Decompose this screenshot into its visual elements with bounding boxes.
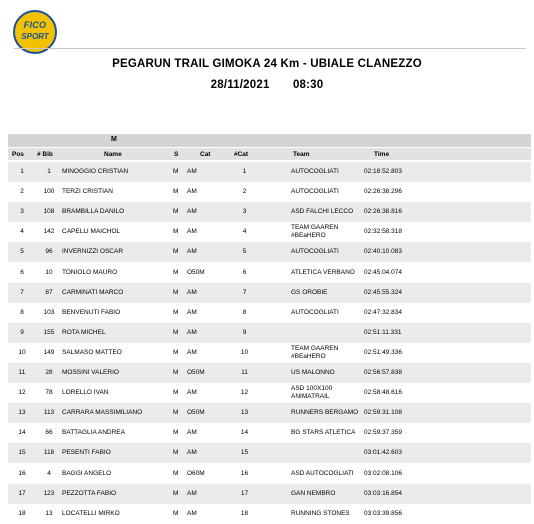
- cell-sex: M: [173, 429, 179, 437]
- category-bar: [8, 134, 531, 147]
- cell-bib: 123: [43, 489, 55, 497]
- team-name-line: AUTOCOGLIATI: [291, 188, 339, 196]
- cell-pos: 3: [20, 208, 24, 216]
- cell-category-pos: 9: [242, 328, 247, 336]
- cell-category-pos: 11: [241, 369, 248, 376]
- cell-team: [291, 490, 335, 498]
- cell-time: 02:51:49.336: [364, 348, 402, 356]
- cell-time: 02:18:52.803: [364, 168, 402, 175]
- cell-time: 02:26:38.296: [364, 188, 402, 196]
- table-row: [8, 263, 531, 283]
- table-row: [8, 162, 531, 182]
- cell-category: AM: [187, 208, 197, 216]
- cell-name: MINOGGIO CRISTIAN: [62, 168, 129, 175]
- cell-pos: 11: [18, 369, 26, 376]
- col-header-team: Team: [293, 151, 310, 158]
- cell-time: 02:26:38.816: [364, 208, 402, 216]
- cell-team: [291, 409, 358, 417]
- cell-time: 02:45:55.324: [364, 288, 402, 296]
- cell-name: LOCATELLI MIRKO: [62, 509, 120, 517]
- cell-category-pos: 3: [242, 208, 247, 216]
- cell-team: [291, 510, 350, 518]
- cell-category: AM: [187, 509, 197, 517]
- cell-name: MOSSINI VALERIO: [62, 369, 119, 376]
- table-row: [8, 182, 531, 202]
- cell-sex: M: [173, 208, 179, 216]
- col-header-pos: Pos: [12, 151, 24, 158]
- cell-sex: M: [173, 449, 179, 457]
- cell-bib: 1: [47, 168, 51, 175]
- cell-name: LORELLO IVAN: [62, 389, 109, 397]
- cell-category-pos: 2: [242, 188, 247, 196]
- cell-category-pos: 10: [240, 348, 249, 356]
- cell-category-pos: 17: [240, 489, 249, 497]
- col-header-time: Time: [374, 151, 390, 158]
- category-label: M: [111, 136, 117, 143]
- race-start-time: 08:30: [292, 79, 324, 91]
- cell-bib: 113: [43, 409, 55, 417]
- cell-category: O50M: [187, 409, 205, 417]
- col-header-bib: # Bib: [37, 151, 53, 158]
- cell-category: AM: [187, 308, 197, 316]
- cell-category-pos: 18: [240, 509, 249, 517]
- team-name-line: TEAM GAAREN: [291, 224, 339, 232]
- team-name-line: GAN NEMBRO: [291, 489, 336, 497]
- cell-team: [291, 289, 327, 297]
- cell-team: [291, 224, 338, 240]
- cell-team: [291, 208, 353, 216]
- race-title: PEGARUN TRAIL GIMOKA 24 Km - UBIALE CLANEZZO: [112, 58, 422, 70]
- cell-name: CARMINATI MARCO: [62, 288, 124, 296]
- cell-pos: 2: [20, 188, 24, 196]
- cell-category: O50M: [187, 369, 205, 376]
- cell-sex: M: [173, 268, 179, 276]
- cell-bib: 149: [43, 348, 55, 356]
- cell-category: AM: [187, 228, 197, 236]
- cell-sex: M: [173, 288, 179, 296]
- cell-time: 02:56:57.838: [364, 369, 402, 376]
- cell-name: PEZZOTTA FABIO: [62, 489, 117, 497]
- cell-category-pos: 15: [240, 449, 249, 457]
- cell-pos: 18: [18, 509, 26, 517]
- cell-pos: 14: [18, 429, 26, 437]
- cell-time: 02:47:32.834: [364, 308, 402, 316]
- cell-pos: 17: [18, 489, 26, 497]
- cell-category: AM: [187, 188, 197, 196]
- cell-team: [291, 248, 339, 256]
- table-row: [8, 242, 531, 262]
- cell-category-pos: 7: [242, 288, 247, 296]
- cell-category-pos: 14: [240, 429, 249, 437]
- table-row: [8, 363, 531, 383]
- cell-bib: 78: [45, 389, 53, 397]
- cell-sex: M: [173, 389, 179, 397]
- cell-time: 03:03:16.854: [364, 489, 402, 497]
- table-row: [8, 423, 531, 443]
- cell-sex: M: [173, 369, 179, 376]
- team-name-line: RUNNERS BERGAMO: [291, 409, 359, 417]
- team-name-line: AUTOCOGLIATI: [291, 248, 339, 256]
- cell-name: CARRARA MASSIMILIANO: [62, 409, 143, 417]
- cell-name: PESENTI FABIO: [62, 449, 111, 457]
- col-header-sex: S: [174, 151, 179, 158]
- cell-category: AM: [187, 248, 197, 256]
- team-name-line: ATLETICA VERBANO: [291, 268, 355, 276]
- cell-pos: 5: [20, 248, 24, 256]
- cell-bib: 10: [45, 268, 53, 276]
- table-row: [8, 383, 531, 403]
- cell-category-pos: 6: [242, 268, 247, 276]
- cell-category: O60M: [187, 469, 205, 477]
- cell-bib: 142: [43, 228, 55, 236]
- team-name-line: RUNNING STONES: [291, 509, 350, 517]
- cell-category-pos: 16: [240, 469, 249, 477]
- cell-bib: 4: [47, 469, 51, 477]
- team-name-line: #BEaHERO: [291, 352, 326, 360]
- cell-pos: 7: [20, 288, 24, 296]
- cell-name: INVERNIZZI OSCAR: [62, 248, 124, 256]
- team-name-line: AUTOCOGLIATI: [291, 308, 339, 316]
- cell-time: 02:40:10.083: [364, 248, 402, 256]
- cell-sex: M: [173, 308, 179, 316]
- cell-sex: M: [173, 489, 179, 497]
- cell-category: AM: [187, 449, 197, 457]
- cell-time: 02:59:37.359: [364, 429, 402, 437]
- cell-category: AM: [187, 328, 197, 336]
- table-row: [8, 222, 531, 242]
- cell-category: O50M: [187, 268, 205, 276]
- table-row: [8, 504, 531, 524]
- cell-pos: 4: [20, 228, 24, 236]
- cell-category-pos: 12: [240, 389, 249, 397]
- cell-bib: 66: [45, 429, 53, 437]
- table-row: [8, 303, 531, 323]
- cell-pos: 12: [18, 389, 26, 397]
- cell-bib: 28: [45, 369, 53, 376]
- team-name-line: ASD 100X100: [291, 385, 333, 393]
- cell-bib: 13: [45, 509, 53, 517]
- cell-sex: M: [173, 348, 179, 356]
- team-name-line: #BEaHERO: [291, 232, 326, 240]
- team-name-line: GS OROBIE: [291, 288, 328, 296]
- col-header-name: Name: [104, 151, 122, 158]
- cell-category-pos: 4: [242, 228, 247, 236]
- cell-pos: 8: [20, 308, 24, 316]
- cell-category-pos: 13: [240, 409, 249, 417]
- cell-time: 03:03:39.856: [364, 509, 402, 517]
- table-row: [8, 323, 531, 343]
- table-row: [8, 443, 531, 463]
- cell-pos: 10: [18, 348, 26, 356]
- table-row: [8, 202, 531, 222]
- cell-category: AM: [187, 389, 197, 397]
- cell-name: TONIOLO MAURO: [62, 268, 118, 276]
- cell-category-pos: 5: [242, 248, 247, 256]
- cell-bib: 87: [45, 288, 53, 296]
- cell-name: TERZI CRISTIAN: [62, 188, 113, 196]
- cell-time: 02:59:31.108: [364, 409, 402, 417]
- cell-team: [291, 188, 339, 196]
- cell-pos: 16: [18, 469, 26, 477]
- team-name-line: AUTOCOGLIATI: [291, 168, 339, 175]
- team-name-line: ASD FALCHI LECCO: [291, 208, 354, 216]
- team-name-line: ANIMATRAIL: [291, 393, 330, 401]
- cell-bib: 96: [45, 248, 53, 256]
- cell-name: BRAMBILLA DANILO: [62, 208, 125, 216]
- cell-sex: M: [173, 228, 179, 236]
- cell-bib: 155: [43, 328, 55, 336]
- table-row: [8, 343, 531, 363]
- cell-time: 02:32:58.318: [364, 228, 402, 236]
- cell-team: [291, 385, 332, 401]
- cell-team: [291, 369, 335, 377]
- cell-category-pos: 1: [242, 168, 247, 175]
- cell-category-pos: 8: [242, 308, 247, 316]
- cell-sex: M: [173, 248, 179, 256]
- cell-sex: M: [173, 409, 179, 417]
- table-row: [8, 464, 531, 484]
- col-header-catpos: #Cat: [234, 151, 249, 158]
- table-row: [8, 283, 531, 303]
- cell-sex: M: [173, 168, 179, 175]
- cell-pos: 15: [18, 449, 26, 457]
- cell-name: BAGGI ANGELO: [62, 469, 112, 477]
- cell-time: 02:58:48.616: [364, 389, 402, 397]
- cell-category: AM: [187, 429, 197, 437]
- cell-sex: M: [173, 469, 179, 477]
- cell-time: 03:02:08.106: [364, 469, 402, 477]
- cell-sex: M: [173, 328, 179, 336]
- cell-pos: 13: [18, 409, 26, 417]
- team-name-line: BG STARS ATLETICA: [291, 429, 356, 437]
- cell-name: ROTA MICHEL: [62, 328, 106, 336]
- cell-team: [291, 470, 354, 478]
- cell-bib: 108: [43, 208, 55, 216]
- cell-name: CAPELLI MAICHOL: [62, 228, 121, 236]
- cell-name: BENVENUTI FABIO: [62, 308, 121, 316]
- race-date: 28/11/2021: [210, 79, 270, 91]
- logo-text-top: FICO: [23, 20, 47, 30]
- cell-time: 02:51:11.331: [364, 328, 402, 336]
- col-header-cat: Cat: [200, 151, 211, 158]
- cell-time: 03:01:42.603: [364, 449, 402, 457]
- cell-name: BATTAGLIA ANDREA: [62, 429, 125, 437]
- top-divider: [14, 48, 526, 49]
- team-name-line: TEAM GAAREN: [291, 344, 339, 352]
- cell-bib: 103: [43, 308, 55, 316]
- cell-pos: 1: [20, 168, 24, 175]
- table-header: [8, 148, 531, 160]
- cell-category: AM: [187, 489, 197, 497]
- logo-text-bottom: SPORT: [21, 32, 49, 41]
- cell-time: 02:45:04.074: [364, 268, 402, 276]
- team-name-line: ASD AUTOCOGLIATI: [291, 469, 354, 477]
- cell-category: AM: [187, 348, 197, 356]
- cell-team: [291, 345, 338, 361]
- team-name-line: US MALONNO: [291, 369, 335, 376]
- cell-pos: 6: [20, 268, 24, 276]
- cell-name: SALMASO MATTEO: [62, 348, 122, 356]
- table-row: [8, 484, 531, 504]
- race-datetime: [0, 79, 534, 91]
- cell-team: [291, 429, 355, 437]
- cell-sex: M: [173, 509, 179, 517]
- cell-bib: 100: [43, 188, 55, 196]
- cell-pos: 9: [20, 328, 24, 336]
- cell-team: [291, 309, 339, 317]
- table-row: [8, 403, 531, 423]
- cell-category: AM: [187, 168, 197, 175]
- cell-team: [291, 269, 355, 277]
- cell-category: AM: [187, 288, 197, 296]
- cell-team: [291, 168, 339, 176]
- cell-bib: 118: [43, 449, 55, 457]
- cell-sex: M: [173, 188, 179, 196]
